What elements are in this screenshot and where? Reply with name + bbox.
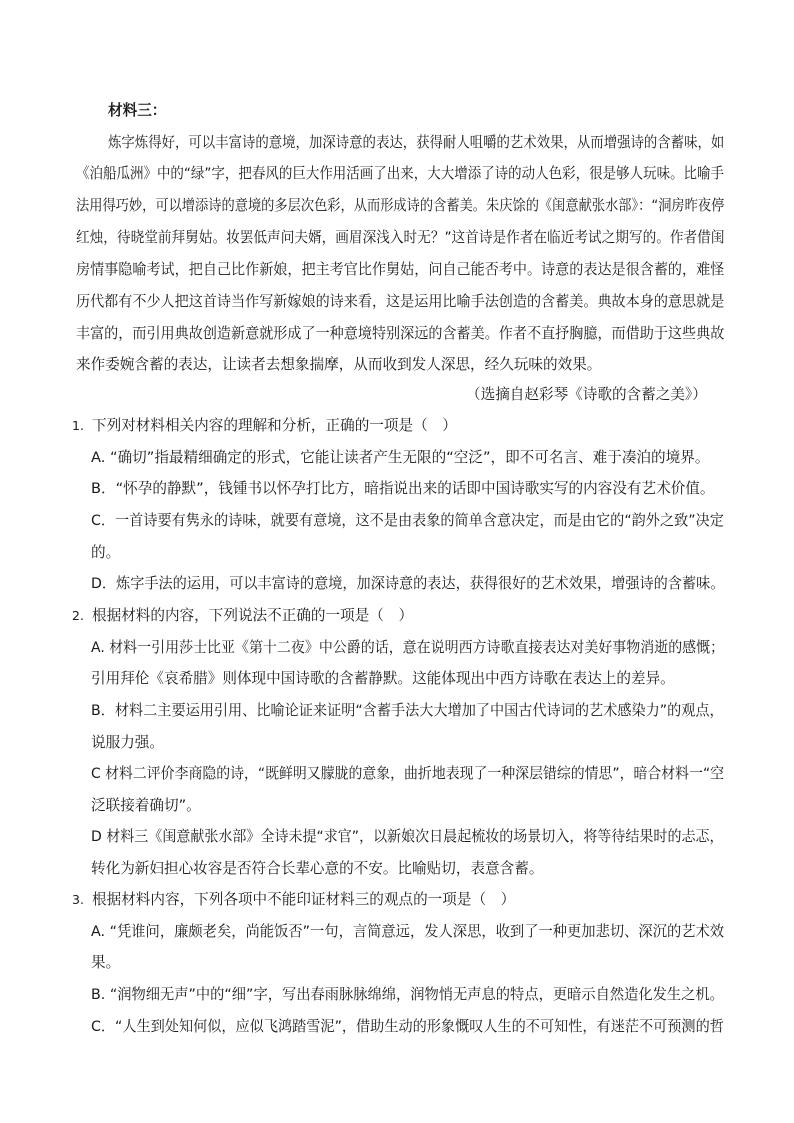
option-b-continued: 说服力强。 [91,734,164,751]
paragraph-line: 房情事隐喻考试，把自己比作新娘，把主考官比作舅姑，问自己能否考中。诗意的表达是很含蓄的，难怪 [76,261,725,278]
paragraph-line: 炼字炼得好，可以丰富诗的意境，加深诗意的表达，获得耐人咀嚼的艺术效果，从而增强诗的含蓄味，如 [108,134,725,151]
option-a: A. “确切”指最精细确定的形式，它能让读者产生无限的“空泛”，即不可名言、难于凑泊的境界。 [91,449,710,466]
question-stem [72,606,413,626]
option-c: C 材料二评价李商隐的诗，“既鲜明又朦胧的意象，曲折地表现了一种深层错综的情思”，暗合材料一“空 [91,765,725,782]
option-a: A. 材料一引用莎士比亚《第十二夜》中公爵的话，意在说明西方诗歌直接表达对美好事物消逝的感慨； [91,639,725,656]
question-number: 3. [72,892,84,907]
paragraph-line: 丰富的，而引用典故创造新意就形成了一种意境特别深远的含蓄美。作者不直抒胸臆，而借助于这些典故 [76,325,725,342]
option-b: B. “润物细无声”中的“细”字，写出春雨脉脉绵绵，润物悄无声息的特点，更暗示自然造化发生之机。 [91,986,724,1003]
paragraph-line: 红烛，待晓堂前拜舅姑。妆罢低声问夫婿，画眉深浅入时无？”这首诗是作者在临近考试之期写的。作者借闺 [76,229,725,246]
paragraph-line: 《泊船瓜洲》中的“绿”字，把春风的巨大作用活画了出来，大大增添了诗的动人色彩，很是够人玩味。比喻手 [76,165,725,182]
option-d: D 材料三《闺意献张水部》全诗未提“求官”，以新娘次日晨起梳妆的场景切入，将等待结果时的忐忑， [91,828,724,845]
paragraph-line: 来作委婉含蓄的表达，让读者去想象揣摩，从而收到发人深思，经久玩味的效果。 [76,356,602,373]
question-number: 2. [72,608,84,623]
option-c: C．“人生到处知何似，应似飞鸿踏雪泥”，借助生动的形象慨叹人生的不可知性，有迷茫不可预测的哲 [91,1018,724,1035]
question-number: 1. [72,418,84,433]
option-a: A. “凭谁问，廉颇老矣，尚能饭否”一句，言简意远，发人深思，收到了一种更加悲切、深沉的艺术效 [91,923,725,940]
source-citation: （选摘自赵彩琴《诗歌的含蓄之美》） [466,386,707,403]
question-text: 下列对材料相关内容的理解和分析，正确的一项是（ ） [92,417,457,434]
question-stem [72,890,515,910]
option-d: D．炼字手法的运用，可以丰富诗的意境，加深诗意的表达，获得很好的艺术效果，增强诗的含蓄味。 [91,575,725,592]
option-c-continued: 泛联接着确切”。 [91,797,201,814]
paragraph-line: 法用得巧妙，可以增添诗的意境的多层次色彩，从而形成诗的含蓄美。朱庆馀的《闺意献张水部》：“洞房昨夜停 [76,197,725,214]
option-d-continued: 转化为新妇担心妆容是否符合长辈心意的不安。比喻贴切，表意含蓄。 [91,860,544,877]
question-text: 根据材料的内容，下列说法不正确的一项是（ ） [92,607,414,624]
option-a-continued: 引用拜伦《哀希腊》则体现中国诗歌的含蓄静默。这能体现出中西方诗歌在表达上的差异。 [91,670,675,687]
paragraph-line: 历代都有不少人把这首诗当作写新嫁娘的诗来看，这是运用比喻手法创造的含蓄美。典故本身的意思就是 [76,293,725,310]
question-stem [72,416,457,436]
option-c: C．一首诗要有隽永的诗味，就要有意境，这不是由表象的简单含意决定，而是由它的“韵外之致”决定 [91,512,724,529]
option-b: B．材料二主要运用引用、比喻论证来证明“含蓄手法大大增加了中国古代诗词的艺术感染力”的观点， [91,702,724,719]
option-b: B．“怀孕的静默”，钱锺书以怀孕打比方，暗指说出来的话即中国诗歌实写的内容没有艺术价值。 [91,480,715,497]
option-c-continued: 的。 [91,544,121,561]
option-a-continued: 果。 [91,954,121,971]
material-heading: 材料三： [108,102,167,119]
question-text: 根据材料内容，下列各项中不能印证材料三的观点的一项是（ ） [92,891,516,908]
